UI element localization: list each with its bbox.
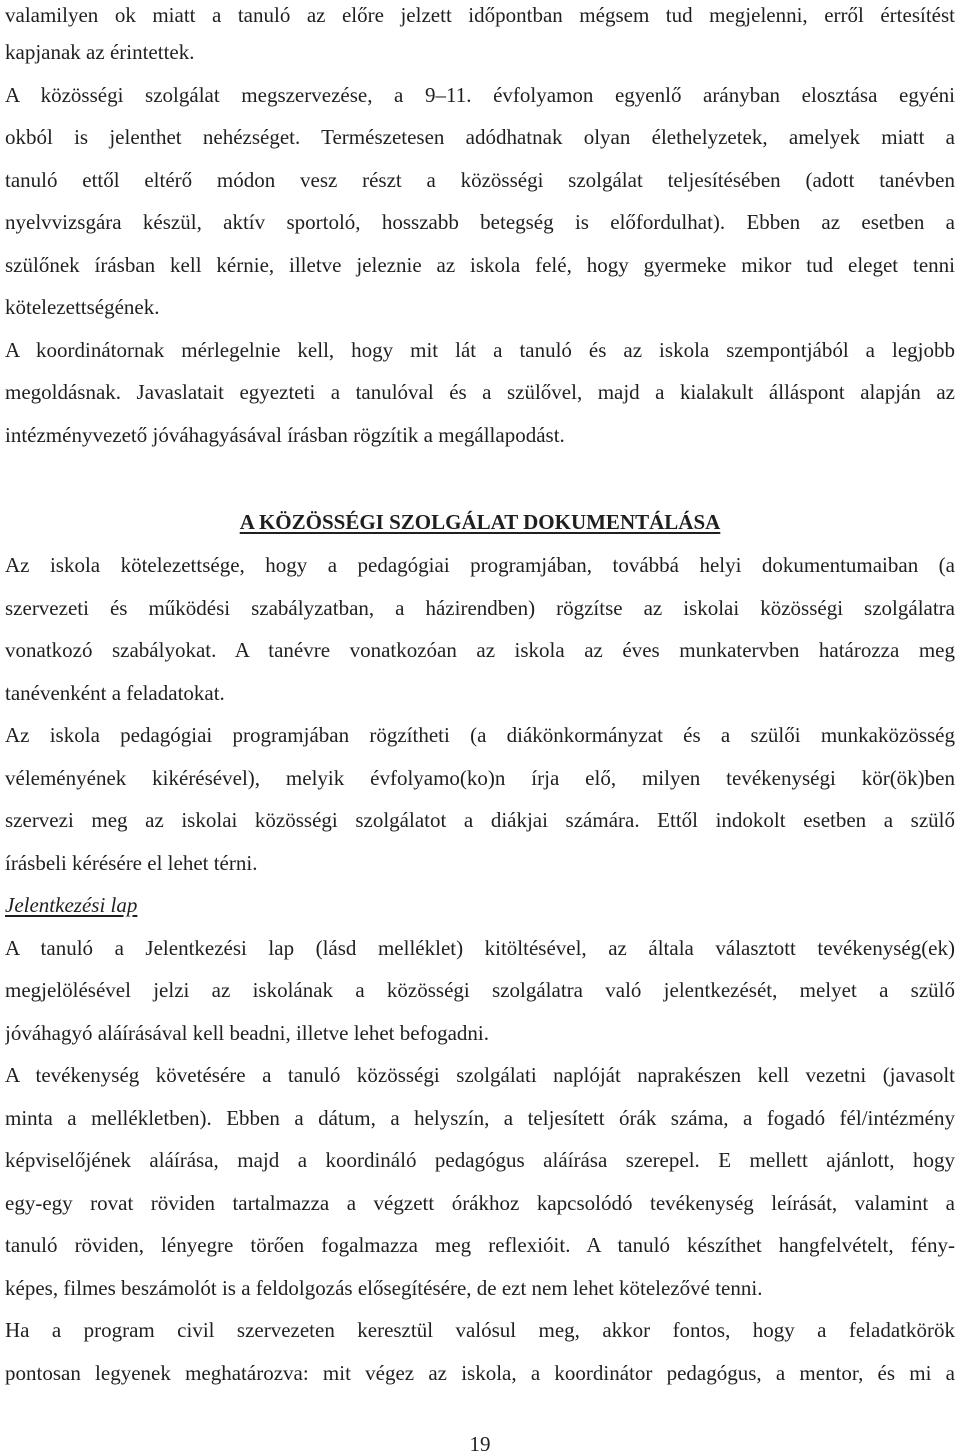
text-line: intézményvezető jóváhagyásával írásban rögzítik a megállapodást. (5, 422, 565, 447)
section-heading (0, 507, 960, 537)
text-line: okból is jelenthet nehézséget. Természetesen adódhatnak olyan élethelyzetek, amelyek miatt a (5, 125, 955, 149)
text-line: szülőnek írásban kell kérnie, illetve jeleznie az iskola felé, hogy gyermeke mikor tud eleget tenni (5, 252, 955, 277)
text-line: egy-egy rovat röviden tartalmazza a végzett órákhoz kapcsolódó tevékenység leírását, valamint a (5, 1190, 955, 1215)
text-line: A közösségi szolgálat megszervezése, a 9–11. évfolyamon egyenlő arányban elosztása egyéni (5, 82, 955, 107)
text-line: kötelezettségének. (5, 295, 160, 319)
text-line: vonatkozó szabályokat. A tanévre vonatkozóan az iskola az éves munkatervben határozza meg (5, 638, 955, 662)
text-line: megjelölésével jelzi az iskolának a közösségi szolgálatra való jelentkezését, melyet a szülő (5, 978, 955, 1002)
text-line: kapjanak az érintettek. (5, 40, 195, 64)
page-number: 19 (469, 1432, 491, 1456)
text-line: tanuló ettől eltérő módon vesz részt a közösségi szolgálat teljesítésében (adott tanévben (5, 167, 955, 192)
section-heading-text: A KÖZÖSSÉGI SZOLGÁLAT DOKUMENTÁLÁSA (239, 510, 721, 534)
text-line: tanuló röviden, lényegre törően fogalmazza meg reflexióit. A tanuló készíthet hangfelvételt, fény- (5, 1233, 955, 1257)
text-line: írásbeli kérésére el lehet térni. (5, 850, 258, 875)
subheading (5, 890, 955, 920)
text-line: Ha a program civil szervezeten keresztül valósul meg, akkor fontos, hogy a feladatkörök (5, 1318, 955, 1342)
text-line: pontosan legyenek meghatározva: mit végez az iskola, a koordinátor pedagógus, a mentor, és mi a (5, 1360, 955, 1385)
text-line: képes, filmes beszámolót is a feldolgozás elősegítésére, de ezt nem lehet kötelezővé tenni. (5, 1275, 763, 1300)
text-line: A tevékenység követésére a tanuló közösségi szolgálati naplóját naprakészen kell vezetni (javasolt (5, 1063, 955, 1087)
text-line: A tanuló a Jelentkezési lap (lásd melléklet) kitöltésével, az általa választott tevékenység(ek) (5, 935, 955, 960)
subheading-text: Jelentkezési lap (5, 893, 138, 917)
text-line: megoldásnak. Javaslatait egyezteti a tanulóval és a szülővel, majd a kialakult álláspont alapján az (5, 380, 955, 404)
text-line: A koordinátornak mérlegelnie kell, hogy mit lát a tanuló és az iskola szempontjából a legjobb (5, 337, 955, 362)
text-line: szervezi meg az iskolai közösségi szolgálatot a diákjai számára. Ettől indokolt esetben a szülő (5, 808, 955, 832)
text-line: Az iskola pedagógiai programjában rögzítheti (a diákönkormányzat és a szülői munkaközösség (5, 723, 955, 747)
text-line: minta a mellékletben). Ebben a dátum, a helyszín, a teljesített órák száma, a fogadó fél/intézmény (5, 1105, 955, 1130)
text-line: nyelvvizsgára készül, aktív sportoló, hosszabb betegség is előfordulhat). Ebben az esetben a (5, 210, 955, 234)
text-line: véleményének kikérésével), melyik évfolyamo(ko)n írja elő, milyen tevékenységi kör(ök)ben (5, 765, 955, 790)
text-line: képviselőjének aláírása, majd a koordináló pedagógus aláírása szerepel. E mellett ajánlott, hogy (5, 1148, 955, 1172)
text-line: Az iskola kötelezettsége, hogy a pedagógiai programjában, továbbá helyi dokumentumaiban (a (5, 553, 955, 577)
text-line: valamilyen ok miatt a tanuló az előre jelzett időpontban mégsem tud megjelenni, erről értesítést (5, 3, 955, 27)
text-line: tanévenként a feladatokat. (5, 680, 225, 705)
text-line: jóváhagyó aláírásával kell beadni, illetve lehet befogadni. (5, 1020, 489, 1045)
text-line: szervezeti és működési szabályzatban, a házirendben) rögzítse az iskolai közösségi szolgálatra (5, 595, 955, 620)
